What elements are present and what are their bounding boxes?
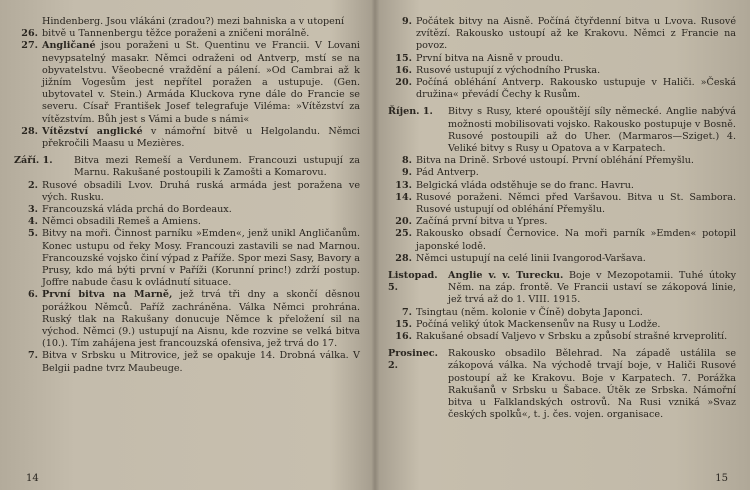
chronology-entry: [388, 270, 736, 307]
entry-body: Tsingtau (něm. kolonie v Číně) dobyta Japonci.: [416, 306, 643, 318]
page-number-left: 14: [26, 473, 39, 484]
entry-body: Němci obsadili Remeš a Amiens.: [42, 216, 201, 228]
entry-text: [416, 77, 736, 101]
entry-text: [416, 192, 736, 216]
chronology-entry: [388, 348, 736, 421]
entry-date: 20.: [395, 77, 412, 89]
entry-text: [416, 216, 736, 228]
entry-date: 27.: [21, 40, 38, 52]
chronology-entry: [388, 16, 736, 53]
entry-date: 7.: [27, 350, 38, 362]
chronology-entry: [14, 228, 360, 289]
chronology-entry: [388, 65, 736, 77]
entry-body: Počíná obléhání Antverp. Rakousko ustupuje v Haliči. »Česká družina« převádí Čechy k Rusům.: [416, 77, 736, 101]
entry-date: 8.: [401, 155, 412, 167]
chronology-entry: [14, 350, 360, 374]
entry-text: [448, 270, 736, 307]
right-page: [388, 0, 736, 490]
chronology-entry: [388, 106, 736, 155]
entry-date: 15.: [395, 318, 412, 330]
chronology-entry: [388, 53, 736, 65]
entry-body: Bitvy s Rusy, které opouštějí síly německé. Anglie nabývá možnosti mobilisovati vojsko. Rakousko postupuje v Bosně. Rusové postoupili až do Uher. (Marmaros—Sziget.) 4. Veliké bitvy s Rusy u Opatova a v Karpatech.: [448, 106, 736, 155]
entry-body: Rusové obsadili Lvov. Druhá ruská armáda jest poražena ve vých. Rusku.: [42, 179, 360, 203]
entry-emphasis: Angličané: [42, 40, 96, 52]
entry-text: [416, 180, 736, 192]
entry-date: Říjen. 1.: [388, 106, 433, 118]
entry-body: Hindenberg. Jsou vlákáni (zradou?) mezi bahniska a v utopení: [42, 16, 345, 27]
entry-date: 15.: [395, 52, 412, 64]
page-number-right: 15: [715, 473, 728, 484]
chronology-entry: [388, 216, 736, 228]
chronology-entry: [388, 167, 736, 179]
entry-text: [416, 228, 736, 252]
entry-date: Listopad. 5.: [388, 270, 438, 294]
entry-text: [42, 216, 360, 228]
chronology-entry: [388, 331, 736, 343]
entry-date: 2.: [27, 179, 38, 191]
entry-body: Pád Antverp.: [416, 167, 479, 179]
chronology-entry: [388, 77, 736, 101]
entry-date: 28.: [21, 125, 38, 137]
entry-body: Počátek bitvy na Aisně. Počíná čtyřdenní bitva u Lvova. Rusové zvítězí. Rakousko ustoupí až ke Krakovu. Němci z Francie na povoz.: [416, 16, 736, 52]
entry-body: bitvě u Tannenbergu těžce poraženi a zničeni morálně.: [42, 28, 310, 40]
chronology-entry: [14, 40, 360, 125]
entry-body: Začíná první bitva u Ypres.: [416, 216, 548, 228]
entry-body: Rakousko obsadí Černovice. Na moři parník »Emden« potopil japonské lodě.: [416, 228, 736, 252]
entry-body: jsou poraženi u St. Quentinu ve Francii. V Lovani nevypsatelný masakr. Němci odraženi od Antverp, mstí se na obyvatelstvu. Všeobecné vraždění a pálení. »Od Cambrai až k jižním Vogesům jest nepřítel poražen a ustupuje. (Gen. ubytovatel v. Stein.) Armáda Kluckova ryne dále do Francie se severu. Císař František Josef telegrafuje Viléma: »Vítězství za vítězstvím. Bůh jest s Vámi a bude s námi«: [42, 40, 360, 125]
entry-text: [42, 40, 360, 125]
chronology-entry: [388, 180, 736, 192]
entry-date: 16.: [395, 331, 412, 343]
entry-text: [416, 53, 736, 65]
entry-text: [448, 348, 736, 421]
entry-date: 9.: [401, 167, 412, 179]
entry-text: [416, 155, 736, 167]
entry-date: Září. 1.: [14, 155, 53, 167]
entry-text: [42, 180, 360, 204]
chronology-entry: [388, 155, 736, 167]
entry-date: 25.: [395, 228, 412, 240]
entry-body: Němci ustupují na celé linii Ivangorod-Varšava.: [416, 252, 646, 264]
chronology-entry: [14, 16, 360, 28]
entry-body: Bitva na Drině. Srbové ustoupí. První obléhání Přemyšlu.: [416, 155, 694, 167]
entry-body: Rakušané obsadí Valjevo v Srbsku a způsobí strašné krveprolití.: [416, 331, 728, 343]
entry-date: 3.: [27, 204, 38, 216]
entry-body: První bitva na Aisně v proudu.: [416, 52, 564, 64]
entry-text: [42, 126, 360, 150]
entry-date: 14.: [395, 191, 412, 203]
entry-date: Prosinec. 2.: [388, 348, 438, 372]
entry-text: [416, 65, 736, 77]
entry-body: Bitvy na moři. Činnost parníku »Emden«, jenž unikl Angličanům. Konec ustupu od řeky Mosy. Francouzi zastavili se nad Marnou. Francouzské vojsko činí výpad z Paříže. Spor mezi Sasy, Bavory a Prusy, kdo má býti první v Paříži (Korunní princ!) zdrží postup. Joffre nabude času k ovládnutí situace.: [42, 228, 360, 289]
entry-body: Boje v Mezopotamii. Tuhé útoky Něm. na záp. frontě. Ve Francii ustaví se zákopová linie, jež trvá až do 1. VIII. 1915.: [448, 270, 736, 306]
entry-emphasis: Vítězství anglické: [42, 125, 143, 137]
entry-text: [416, 331, 736, 343]
entry-text: [42, 289, 360, 350]
entry-text: [416, 319, 736, 331]
entry-date: 6.: [27, 289, 38, 301]
entry-text: [42, 228, 360, 289]
chronology-entry: [14, 126, 360, 150]
entry-body: Rusové ustupují z východního Pruska.: [416, 64, 601, 76]
entry-emphasis: První bitva na Marně,: [42, 289, 173, 301]
entry-body: Rakousko obsadilo Bělehrad. Na západě ustálila se zákopová válka. Na východě trvají boje, v Haliči Rusové postoupí až ke Krakovu. Boje v Karpatech. 7. Porážka Rakušanů v Srbsku u Šabace. Útěk ze Srbska. Námořní bitva u Falklandských ostrovů. Na Rusi vzniká »Svaz českých spolků«, t. j. čes. vojen. organisace.: [448, 348, 736, 421]
entry-date: 26.: [21, 28, 38, 40]
left-page: [14, 0, 360, 490]
entry-date: 28.: [395, 252, 412, 264]
entry-text: [74, 155, 360, 179]
entry-body: v námořní bitvě u Helgolandu. Němci překročili Maasu u Mezières.: [42, 125, 360, 150]
chronology-entry: [14, 289, 360, 350]
entry-emphasis: Anglie v. v. Turecku.: [448, 270, 564, 282]
entry-text: [42, 16, 360, 28]
entry-text: [42, 350, 360, 374]
entry-body: Bitva mezi Remeší a Verdunem. Francouzi ustupují za Marnu. Rakušané postoupili k Zamošti a Komarovu.: [74, 155, 360, 179]
entry-date: 20.: [395, 216, 412, 228]
chronology-entry: [14, 28, 360, 40]
entry-text: [416, 307, 736, 319]
chronology-entry: [388, 228, 736, 252]
chronology-entry: [14, 204, 360, 216]
entry-text: [416, 253, 736, 265]
entry-text: [416, 16, 736, 53]
entry-date: 5.: [27, 228, 38, 240]
entry-text: [42, 204, 360, 216]
entry-date: 13.: [395, 179, 412, 191]
entry-date: 7.: [401, 306, 412, 318]
entry-body: Bitva v Srbsku u Mitrovice, jež se opakuje 14. Drobná válka. V Belgii padne tvrz Maubeuge.: [42, 350, 360, 374]
entry-body: Rusové poraženi. Němci před Varšavou. Bitva u St. Sambora. Rusové ustupují od obléhání Přemyšlu.: [416, 191, 736, 216]
entry-body: Belgická vláda odstěhuje se do franc. Havru.: [416, 179, 634, 191]
chronology-entry: [14, 180, 360, 204]
chronology-entry: [388, 192, 736, 216]
chronology-entry: [388, 253, 736, 265]
entry-date: 9.: [401, 16, 412, 27]
entry-date: 4.: [27, 216, 38, 228]
entry-date: 16.: [395, 64, 412, 76]
entry-body: Francouzská vláda prchá do Bordeaux.: [42, 204, 232, 216]
entry-body: jež trvá tři dny a skončí děsnou porážkou Němců. Paříž zachráněna. Válka Němci prohrána. Ruský tlak na Rakušany donucuje Němce k přeložení sil na východ. Němci (9.) ustupují na Aisnu, kde rozvine se velká bitva (10.). Tím zahájena jest francouzská ofensiva, jež trvá do 17.: [42, 289, 360, 350]
entry-text: [448, 106, 736, 155]
entry-text: [42, 28, 360, 40]
entry-text: [416, 167, 736, 179]
chronology-entry: [388, 307, 736, 319]
entry-body: Počíná veliký útok Mackensenův na Rusy u Lodže.: [416, 318, 661, 330]
chronology-entry: [14, 155, 360, 179]
chronology-entry: [388, 319, 736, 331]
chronology-entry: [14, 216, 360, 228]
